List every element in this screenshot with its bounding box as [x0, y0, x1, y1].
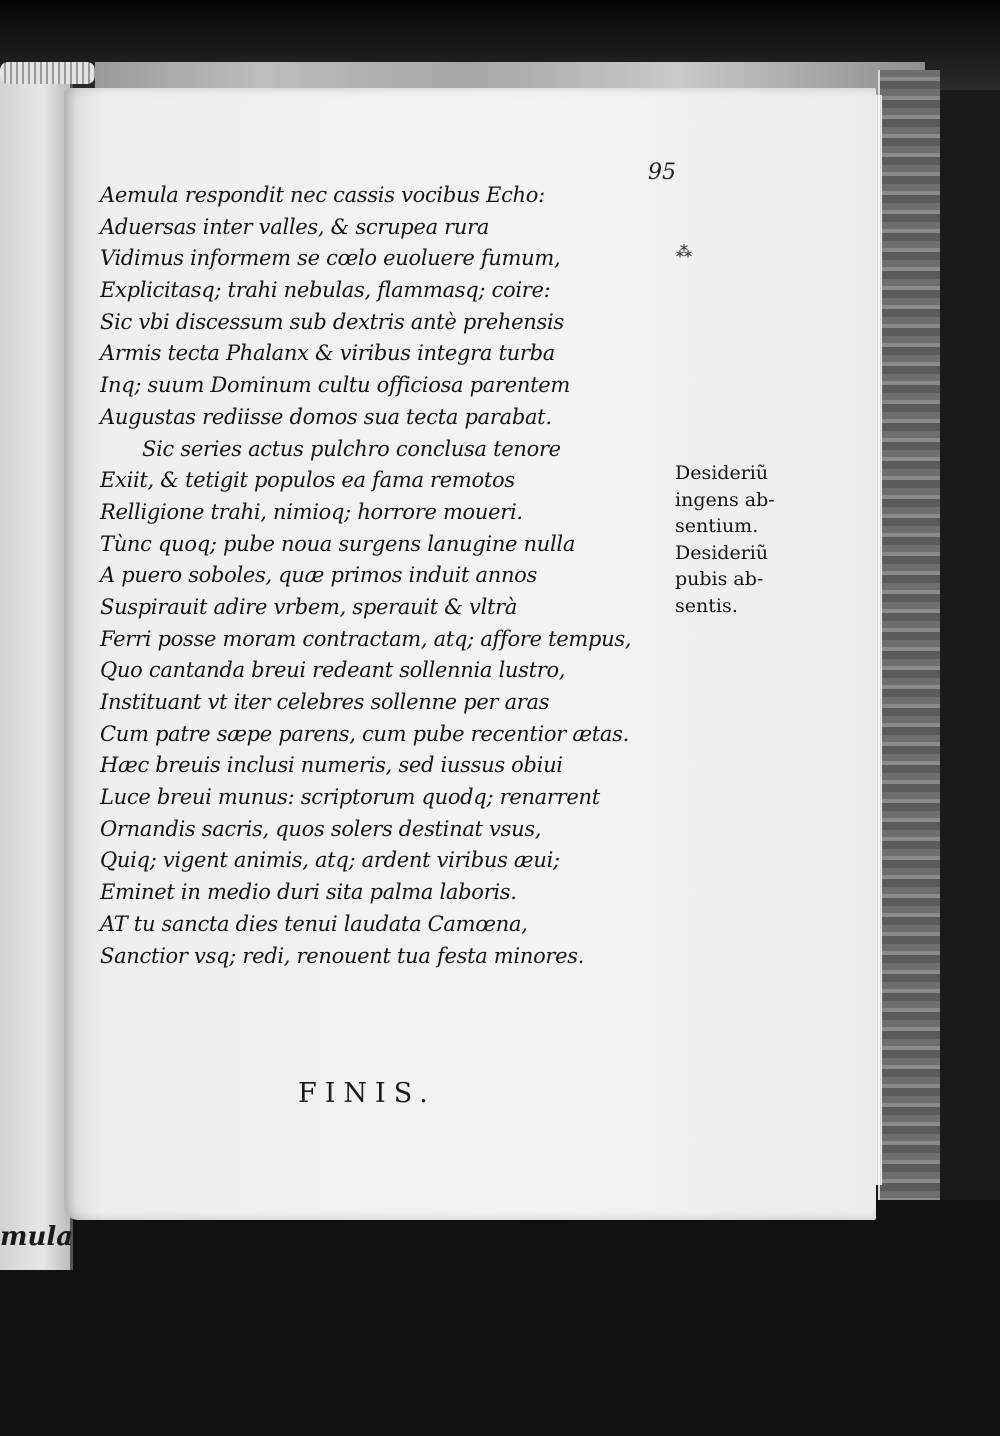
marginal-note-line: sentis.	[675, 594, 738, 617]
marginal-note-line: Desideriũ	[675, 462, 769, 484]
verse-line: Sanctior vsq; redi, renouent tua festa minores.	[100, 943, 585, 968]
verse-line: Luce breui munus: scriptorum quodq; renarrent	[100, 785, 600, 810]
verse-line: Sic vbi discessum sub dextris antè prehensis	[100, 309, 564, 334]
verse-line: Eminet in medio duri sita palma laboris.	[100, 880, 517, 905]
finis-closing: FINIS.	[298, 1078, 436, 1109]
verse-line: Suspirauit adire vrbem, sperauit & vltrà	[100, 594, 518, 619]
verse-line: Hæc breuis inclusi numeris, sed iussus obiui	[100, 753, 563, 778]
verse-line: Inq; suum Dominum cultu officiosa parentem	[100, 373, 570, 398]
ink-mark: ⁂	[676, 242, 692, 261]
verse-line: AT tu sancta dies tenui laudata Camœna,	[100, 911, 528, 936]
marginal-note-line: ingens ab-	[675, 488, 775, 511]
verse-line: Vidimus informem se cœlo euoluere fumum,	[100, 246, 561, 271]
verse-line: Augustas rediisse domos sua tecta parabat.	[100, 404, 552, 429]
marginal-note	[675, 460, 800, 619]
verse-line: Relligione trahi, nimioq; horrore moueri.	[100, 499, 523, 524]
marginal-note-line: Desideriũ	[675, 541, 769, 564]
verse-line: Quiq; vigent animis, atq; ardent viribus æui;	[100, 848, 560, 873]
verse-line: Quo cantanda breui redeant sollennia lustro,	[100, 658, 566, 683]
background-bottom	[0, 1200, 1000, 1436]
verse-line: Aemula respondit nec cassis vocibus Echo:	[100, 183, 545, 207]
left-page-catchword: mula	[0, 1222, 74, 1252]
verse-line: Cum patre sæpe parens, cum pube recentior ætas.	[100, 721, 629, 746]
verse-line: Tùnc quoq; pube noua surgens lanugine nulla	[100, 531, 576, 556]
marginal-note-line: pubis ab-	[675, 568, 764, 590]
bookmark-ribbon	[0, 62, 95, 84]
verse-line: Ferri posse moram contractam, atq; affore tempus,	[100, 626, 632, 651]
verse-line: Armis tecta Phalanx & viribus integra turba	[100, 341, 555, 366]
book-cover-board	[878, 70, 940, 1210]
verse-line: Exiit, & tetigit populos ea fama remotos	[100, 468, 515, 493]
marginal-note-line: sentium.	[675, 515, 759, 537]
verse-line: A puero soboles, quæ primos induit annos	[100, 563, 537, 588]
verse-block	[100, 180, 632, 972]
verse-line: Sic series actus pulchro conclusa tenore	[142, 436, 561, 461]
verse-line: Aduersas inter valles, & scrupea rura	[100, 214, 490, 239]
verse-line: Instituant vt iter celebres sollenne per aras	[100, 690, 550, 714]
verse-line: Ornandis sacris, quos solers destinat vsus,	[100, 816, 542, 841]
page-number: 95	[648, 160, 676, 185]
left-page	[0, 70, 73, 1270]
verse-line: Explicitasq; trahi nebulas, flammasq; coire:	[100, 278, 551, 303]
